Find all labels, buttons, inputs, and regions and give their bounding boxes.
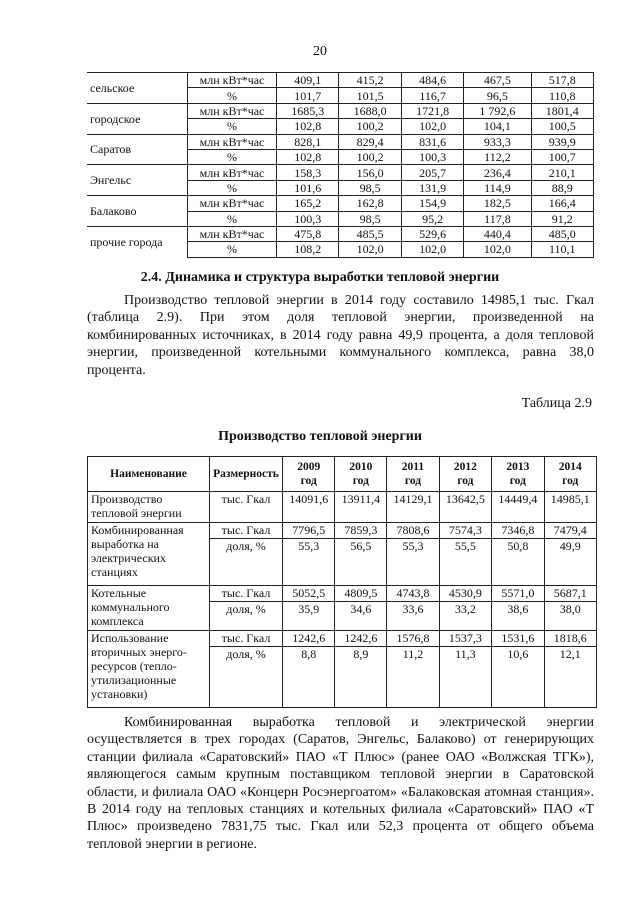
- value-line: 5571,0: [492, 586, 543, 602]
- unit-cell: млн кВт*час: [188, 196, 277, 211]
- value-cell: 91,2: [531, 211, 594, 226]
- value-cell: 1685,3: [277, 103, 339, 118]
- value-line: 7808,6: [387, 523, 438, 539]
- value-cell: 1801,4: [531, 103, 594, 118]
- value-cell: 158,3: [277, 165, 339, 180]
- value-cell: [439, 586, 491, 631]
- unit-cell: [210, 492, 283, 523]
- table-row: [87, 103, 594, 118]
- value-cell: [283, 631, 335, 708]
- value-cell: [387, 523, 439, 586]
- header-year-word: год: [509, 475, 526, 487]
- header-year-word: год: [404, 475, 422, 487]
- value-cell: 100,3: [277, 211, 339, 226]
- value-line: 1242,6: [335, 631, 386, 647]
- value-cell: 98,5: [339, 180, 401, 195]
- unit-line: доля, %: [226, 539, 266, 553]
- value-cell: [544, 631, 596, 708]
- header-year: [283, 457, 335, 492]
- value-cell: 102,0: [401, 119, 463, 134]
- value-cell: 236,4: [464, 165, 531, 180]
- value-cell: 415,2: [339, 73, 401, 88]
- value-line: 4743,8: [387, 586, 438, 602]
- value-cell: 154,9: [401, 196, 463, 211]
- unit-line: доля, %: [226, 647, 266, 661]
- value-line: 12,1: [559, 647, 581, 661]
- value-cell: 467,5: [464, 73, 531, 88]
- value-cell: 485,5: [339, 226, 401, 241]
- value-line: 14985,1: [550, 492, 590, 506]
- header-year: [439, 457, 491, 492]
- value-cell: 1721,8: [401, 103, 463, 118]
- value-line: 4530,9: [440, 586, 491, 602]
- value-cell: [439, 631, 491, 708]
- value-cell: 96,5: [464, 88, 531, 103]
- value-line: 5687,1: [545, 586, 596, 602]
- row-name: Балаково: [87, 196, 188, 227]
- value-cell: 100,5: [531, 119, 594, 134]
- value-line: 5052,5: [283, 586, 334, 602]
- value-cell: 114,9: [464, 180, 531, 195]
- value-cell: 165,2: [277, 196, 339, 211]
- value-cell: 102,0: [401, 242, 463, 257]
- header-year-number: 2012: [453, 461, 477, 473]
- value-cell: 1688,0: [339, 103, 401, 118]
- value-cell: 101,5: [339, 88, 401, 103]
- value-cell: 100,2: [339, 119, 401, 134]
- value-cell: 112,2: [464, 149, 531, 164]
- row-name: Котельные коммунального комплекса: [88, 586, 210, 631]
- value-cell: [335, 586, 387, 631]
- value-line: 10,6: [507, 647, 529, 661]
- value-cell: 210,1: [531, 165, 594, 180]
- value-line: 8,9: [353, 647, 369, 661]
- header-year: [335, 457, 387, 492]
- paragraph-heat-production: Производство тепловой энергии в 2014 году составило 14985,1 тыс. Гкал (таблица 2.9). При этом доля тепловой энергии, произведенной на комбинированных источниках, в 2014 году равна 49,9 процента, а доля тепловой энергии, произведенной котельными коммунального комплекса, равна 38,0 процента.: [87, 293, 594, 378]
- unit-cell: [210, 631, 283, 708]
- header-year-number: 2010: [349, 461, 373, 473]
- value-cell: 104,1: [464, 119, 531, 134]
- page-number: 20: [313, 44, 327, 59]
- value-cell: 101,7: [277, 88, 339, 103]
- unit-cell: млн кВт*час: [188, 103, 277, 118]
- header-name: Наименование: [88, 457, 210, 492]
- value-line: 33,6: [402, 602, 424, 616]
- row-name: городское: [87, 103, 188, 134]
- value-cell: [283, 523, 335, 586]
- table-row: [87, 226, 594, 241]
- value-line: 8,8: [301, 647, 317, 661]
- value-line: 14091,6: [289, 492, 329, 506]
- paragraph-combined-generation: Комбинированная выработка тепловой и электрической энергии осуществляется в трех городах (Саратов, Энгельс, Балаково) от генерирующих станции филиала «Саратовский» ПАО «Т Плюс» (ранее ОАО «Волжская ТГК»), являющегося самым крупным поставщиком тепловой энергии в Саратовской области, и филиала ОАО «Концерн Росэнергоатом» «Балаковская атомная станция». В 2014 году на тепловых станциях и котельных филиала «Саратовский» ПАО «Т Плюс» произведено 7831,75 тыс. Гкал или 52,3 процента от общего объема тепловой энергии в регионе.: [87, 715, 594, 852]
- value-cell: 182,5: [464, 196, 531, 211]
- header-year-word: год: [562, 475, 579, 487]
- unit-cell: [210, 586, 283, 631]
- table-row: [88, 492, 597, 523]
- value-line: 49,9: [559, 539, 581, 553]
- header-year: [387, 457, 439, 492]
- value-line: 38,0: [559, 602, 581, 616]
- value-line: 1537,3: [440, 631, 491, 647]
- value-cell: 1 792,6: [464, 103, 531, 118]
- value-cell: [335, 492, 387, 523]
- value-cell: 117,8: [464, 211, 531, 226]
- row-name: Производство тепловой энергии: [88, 492, 210, 523]
- value-cell: 98,5: [339, 211, 401, 226]
- unit-line: тыс. Гкал: [210, 631, 282, 647]
- value-cell: 88,9: [531, 180, 594, 195]
- value-cell: [283, 492, 335, 523]
- unit-line: доля, %: [226, 602, 266, 616]
- value-line: 7574,3: [440, 523, 491, 539]
- header-year-word: год: [352, 475, 369, 487]
- unit-cell: [210, 523, 283, 586]
- value-cell: 100,7: [531, 149, 594, 164]
- table-row: [88, 586, 597, 631]
- value-line: 33,2: [454, 602, 476, 616]
- value-cell: 939,9: [531, 134, 594, 149]
- value-cell: [387, 586, 439, 631]
- value-line: 14129,1: [393, 492, 433, 506]
- value-line: 11,3: [455, 647, 476, 661]
- value-cell: 933,3: [464, 134, 531, 149]
- value-cell: 529,6: [401, 226, 463, 241]
- value-cell: 110,8: [531, 88, 594, 103]
- table-label: Таблица 2.9: [521, 396, 592, 411]
- table-row: [87, 196, 594, 211]
- value-cell: [492, 492, 544, 523]
- value-line: 34,6: [350, 602, 372, 616]
- unit-cell: млн кВт*час: [188, 165, 277, 180]
- value-cell: [387, 631, 439, 708]
- value-cell: [544, 523, 596, 586]
- table-row: [87, 134, 594, 149]
- value-cell: [492, 631, 544, 708]
- value-cell: 100,3: [401, 149, 463, 164]
- value-cell: 95,2: [401, 211, 463, 226]
- value-cell: [439, 523, 491, 586]
- value-cell: 102,8: [277, 119, 339, 134]
- value-cell: 101,6: [277, 180, 339, 195]
- unit-line: тыс. Гкал: [221, 492, 271, 506]
- value-line: 56,5: [350, 539, 372, 553]
- header-year-word: год: [457, 475, 474, 487]
- value-cell: 102,0: [339, 242, 401, 257]
- unit-cell: млн кВт*час: [188, 73, 277, 88]
- value-cell: 828,1: [277, 134, 339, 149]
- header-year: [492, 457, 544, 492]
- value-line: 35,9: [298, 602, 320, 616]
- value-line: 7479,4: [545, 523, 596, 539]
- value-cell: 485,0: [531, 226, 594, 241]
- value-cell: [335, 631, 387, 708]
- table-row: [87, 165, 594, 180]
- value-line: 1576,8: [387, 631, 438, 647]
- row-name: Саратов: [87, 134, 188, 165]
- unit-cell: %: [188, 119, 277, 134]
- value-cell: [283, 586, 335, 631]
- heat-production-table: [87, 456, 597, 708]
- value-cell: 829,4: [339, 134, 401, 149]
- row-name: сельское: [87, 73, 188, 104]
- value-cell: 102,8: [277, 149, 339, 164]
- value-cell: [492, 523, 544, 586]
- value-line: 7859,3: [335, 523, 386, 539]
- value-cell: [492, 586, 544, 631]
- value-line: 55,3: [402, 539, 424, 553]
- section-title: 2.4. Динамика и структура выработки тепловой энергии: [140, 270, 500, 285]
- header-year-number: 2014: [558, 461, 582, 473]
- value-cell: 205,7: [401, 165, 463, 180]
- value-line: 7796,5: [283, 523, 334, 539]
- header-year-number: 2009: [297, 461, 321, 473]
- value-line: 1818,6: [545, 631, 596, 647]
- electricity-consumption-table: [87, 72, 594, 258]
- value-line: 1242,6: [283, 631, 334, 647]
- unit-cell: %: [188, 149, 277, 164]
- value-line: 13642,5: [445, 492, 485, 506]
- value-cell: [387, 492, 439, 523]
- value-line: 13911,4: [341, 492, 381, 506]
- value-cell: 166,4: [531, 196, 594, 211]
- value-cell: 102,0: [464, 242, 531, 257]
- value-line: 55,5: [454, 539, 476, 553]
- row-name: Энгельс: [87, 165, 188, 196]
- header-year: [544, 457, 596, 492]
- value-cell: 156,0: [339, 165, 401, 180]
- value-cell: 108,2: [277, 242, 339, 257]
- value-cell: 409,1: [277, 73, 339, 88]
- value-cell: 440,4: [464, 226, 531, 241]
- row-name: прочие города: [87, 226, 188, 257]
- table-row: [88, 631, 597, 708]
- header-unit: Размерность: [210, 457, 283, 492]
- row-name: Использование вторичных энерго-ресурсов (тепло-утилизационные установки): [88, 631, 210, 708]
- value-cell: 484,6: [401, 73, 463, 88]
- value-cell: 831,6: [401, 134, 463, 149]
- value-line: 1531,6: [492, 631, 543, 647]
- unit-line: тыс. Гкал: [210, 586, 282, 602]
- value-cell: 517,8: [531, 73, 594, 88]
- value-line: 4809,5: [335, 586, 386, 602]
- value-line: 14449,4: [498, 492, 538, 506]
- value-cell: [439, 492, 491, 523]
- value-line: 38,6: [507, 602, 529, 616]
- value-cell: 162,8: [339, 196, 401, 211]
- value-cell: 100,2: [339, 149, 401, 164]
- unit-cell: %: [188, 88, 277, 103]
- value-cell: 475,8: [277, 226, 339, 241]
- value-cell: 131,9: [401, 180, 463, 195]
- value-cell: [335, 523, 387, 586]
- value-line: 50,8: [507, 539, 529, 553]
- unit-cell: %: [188, 180, 277, 195]
- unit-line: тыс. Гкал: [210, 523, 282, 539]
- value-cell: 116,7: [401, 88, 463, 103]
- unit-cell: млн кВт*час: [188, 226, 277, 241]
- value-cell: 110,1: [531, 242, 594, 257]
- row-name: Комбинированная выработка на электрических станциях: [88, 523, 210, 586]
- unit-cell: %: [188, 242, 277, 257]
- value-cell: [544, 586, 596, 631]
- header-year-word: год: [300, 475, 317, 487]
- unit-cell: млн кВт*час: [188, 134, 277, 149]
- table-row: [87, 73, 594, 88]
- table-title: Производство тепловой энергии: [218, 429, 422, 444]
- header-year-number: 2011: [401, 461, 425, 473]
- unit-cell: %: [188, 211, 277, 226]
- value-line: 11,2: [402, 647, 424, 661]
- table-row: [88, 523, 597, 586]
- header-year-number: 2013: [506, 461, 530, 473]
- value-line: 55,3: [298, 539, 320, 553]
- value-cell: [544, 492, 596, 523]
- value-line: 7346,8: [492, 523, 543, 539]
